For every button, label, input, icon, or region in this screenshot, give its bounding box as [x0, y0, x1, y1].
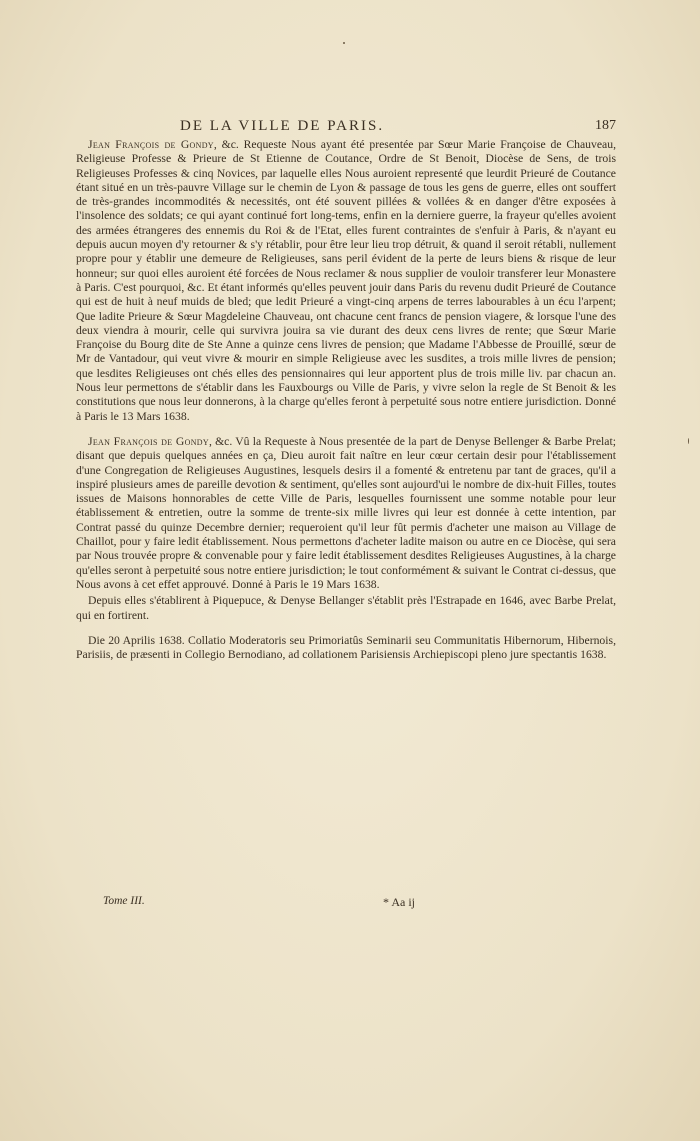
paragraph-body: , &c. Requeste Nous ayant été presentée par Sœur Marie Françoise de Chauveau, Religieuse Professe & Prieure de St Etienne de Coutance, Ordre de St Benoit, Diocèse de Sens, de trois Religieuses Professes & cinq Novices, par laquelle elles Nous auroient representé que leurdit Prieuré de Coutance étant situé en un très-pauvre Village sur le chemin de Lyon & passage de tous les gens de guerre, elles ont souffert de très-grandes incommodités & necessités, ont été souvent pillées & vollées & en danger d'être exposées à l'insolence des soldats; ce qui ayant continué fort long-tems, enfin en la derniere guerre, la frayeur qu'elles avoient des armées étrangeres des ennemis du Roi & de l'Etat, elles furent contraintes de s'enfuir à Paris, & n'ayant eu depuis aucun moyen d'y retourner & s'y rétablir, pour être leur lieu trop détruit, & quand il seroit rétabli, nullement propre pour y établir une demeure de Religieuses, sans peril évident de la perte de leurs biens & risque de leur honneur; sur quoi elles auroient été forcées de Nous reclamer & nous supplier de vouloir transferer leur Monastere à Paris. C'est pourquoi, &c. Et étant informés qu'elles peuvent jouir dans Paris du revenu dudit Prieuré de Coutance qui est de huit à neuf muids de bled; que ledit Prieuré a vingt-cinq arpens de terres labourables à un écu l'arpent; Que ladite Prieure & Sœur Magdeleine Chauveau, ont chacune cent francs de pension viagere, & lorsque l'une des deux viendra à mourir, celle qui survivra jouira sa vie durant des deux cens livres de rente; que Sœur Marie Françoise du Bourg dite de Ste Anne a quinze cens livres de pension; que Madame l'Abbesse de Prouillé, sœur de Mr de Vantadour, qui veut vivre & mourir en simple Religieuse avec les susdites, a trois mille livres de pension; que lesdites Religieuses ont chés elles des pensionnaires qui leur apportent plus de trois mille liv. par chacun an. Nous leur permettons de s'établir dans les Fauxbourgs ou Ville de Paris, y vivre selon la regle de St Benoit & les constitutions que nous leur donnerons, à la charge qu'elles feront à perpetuité sous notre entiere jurisdiction. Donné à Paris le 13 Mars 1638.	[76, 138, 616, 423]
page-header	[76, 118, 616, 138]
paragraph-note	[76, 594, 616, 623]
paper-speck	[688, 438, 689, 444]
paragraph-ordinance-coutance	[76, 138, 616, 424]
paragraph-body: , &c. Vû la Requeste à Nous presentée de la part de Denyse Bellenger & Barbe Prelat; disant que depuis quelques années en ça, Dieu auroit fait naître en leur cœur certain desir pour l'établissement d'une Congregation de Religieuses Augustines, lesquels desirs il a fomenté & entretenu par tant de graces, qu'il a inspiré plusieurs ames de pareille devotion & sentiment, qu'elles sont aujourd'ui le nombre de dix-huit Filles, toutes issues de Maisons honnorables de cette Ville de Paris, lesquelles fournissent une somme notable pour leur établissement & entretien, outre la somme de trente-six mille livres qui leur est donnée à cette intention, par Contrat passé du quinze Decembre dernier; requeroient qu'il leur fût permis d'acheter une maison au Village de Chaillot, pour y faire ledit établissement. Nous permettons d'acheter ladite maison ou autre en ce Diocèse, qui sera par Nous trouvée propre & convenable pour y faire ledit établissement desdites Religieuses Augustines, à la charge qu'elles seront à perpetuité sous notre entiere jurisdiction; le tout conformément & suivant le Contrat ci-dessus, que Nous avons à cet effet approuvé. Donné à Paris le 19 Mars 1638.	[76, 434, 616, 591]
signature-mark: * Aa ij	[383, 895, 415, 909]
paragraph-lead: Jean François de Gondy	[88, 434, 209, 448]
page-footer	[103, 895, 615, 915]
paragraph-body: Die 20 Aprilis 1638. Collatio Moderatoris seu Primoriatûs Seminarii seu Communitatis Hibernorum, Hibernois, Parisiis, de præsenti in Collegio Bernodiano, ad collationem Parisiensis Archiepiscopi pleno jure spectantis 1638.	[76, 633, 616, 662]
page-number: 187	[595, 118, 616, 133]
running-title: DE LA VILLE DE PARIS.	[180, 118, 385, 134]
paragraph-ordinance-augustines	[76, 435, 616, 592]
paragraph-lead: Jean François de Gondy	[88, 138, 214, 151]
paragraph-body: Depuis elles s'établirent à Piquepuce, & Denyse Bellanger s'établit près l'Estrapade en 1646, avec Barbe Prelat, qui en fortirent.	[76, 594, 616, 622]
paper-speck	[343, 42, 345, 44]
body-text	[76, 138, 616, 673]
paragraph-latin-collation	[76, 634, 616, 663]
volume-label: Tome III.	[103, 895, 145, 907]
